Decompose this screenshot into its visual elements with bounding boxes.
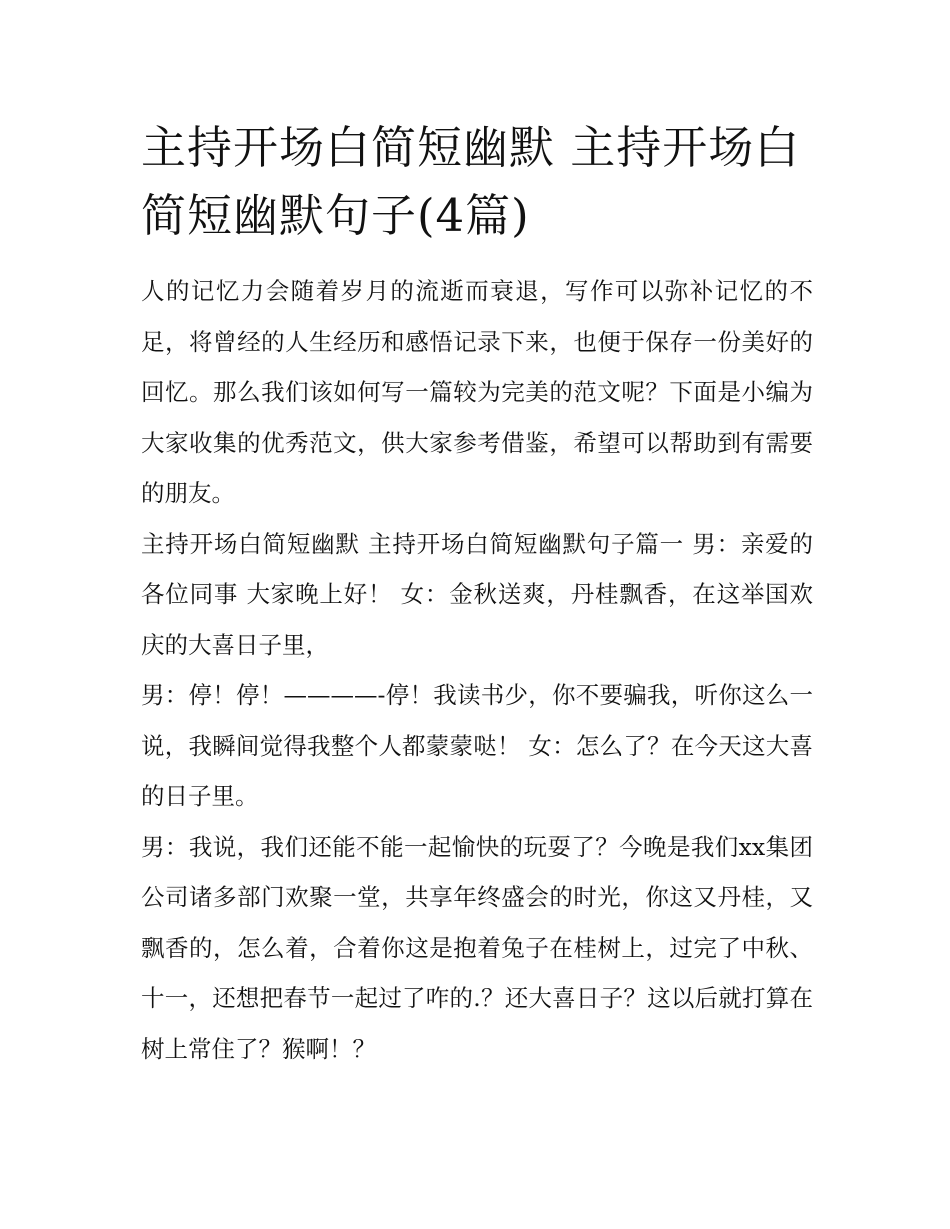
document-body — [141, 114, 813, 1074]
body-paragraph: 男：停！停！————-停！我读书少，你不要骗我，听你这么一说，我瞬间觉得我整个人都蒙蒙哒！ 女：怎么了？在今天这大喜的日子里。 — [141, 681, 813, 810]
document-title: 主持开场白简短幽默 主持开场白简短幽默句子(4篇) — [141, 121, 801, 242]
intro-paragraph: 人的记忆力会随着岁月的流逝而衰退，写作可以弥补记忆的不足，将曾经的人生经历和感悟记录下来，也便于保存一份美好的回忆。那么我们该如何写一篇较为完美的范文呢？下面是小编为大家收集的优秀范文，供大家参考借鉴，希望可以帮助到有需要的朋友。 — [141, 277, 813, 507]
body-paragraph: 男：我说，我们还能不能一起愉快的玩耍了？今晚是我们xx集团公司诸多部门欢聚一堂，共享年终盛会的时光，你这又丹桂，又飘香的，怎么着，合着你这是抱着兔子在桂树上，过完了中秋、十一，还想把春节一起过了咋的.？还大喜日子？这以后就打算在树上常住了？猴啊！？ — [141, 832, 813, 1063]
body-paragraph: 主持开场白简短幽默 主持开场白简短幽默句子篇一 男：亲爱的各位同事 大家晚上好！ 女：金秋送爽，丹桂飘香，在这举国欢庆的大喜日子里， — [141, 529, 813, 659]
